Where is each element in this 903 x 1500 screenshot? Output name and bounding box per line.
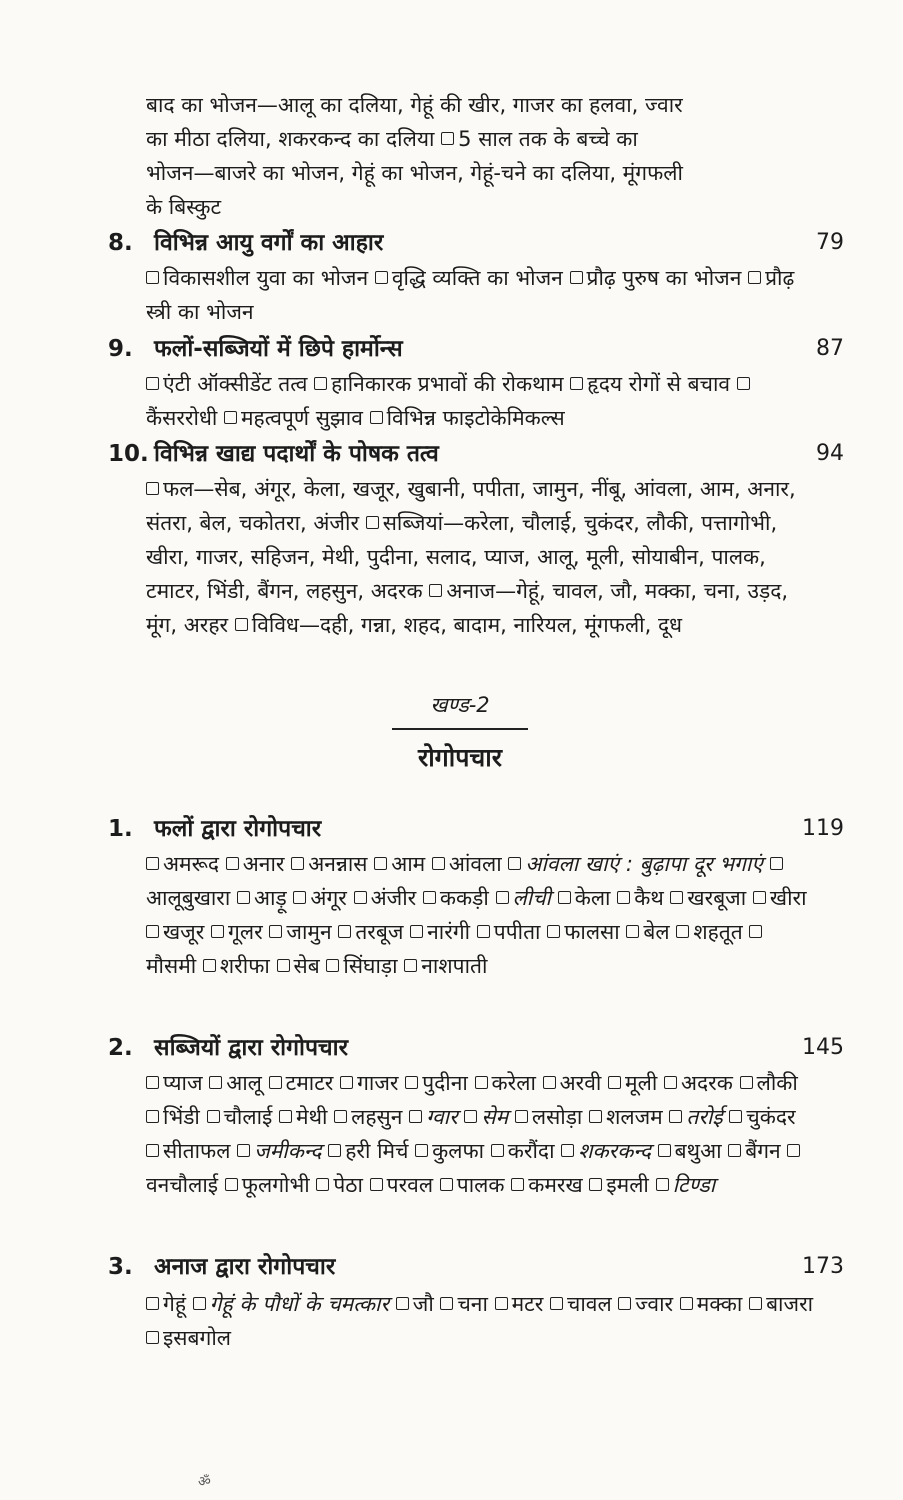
- topic: फूलगोभी: [241, 1173, 310, 1197]
- topic: सीताफल: [163, 1139, 231, 1163]
- topic: पेठा: [333, 1173, 363, 1197]
- checkbox-bullet-icon: [670, 891, 683, 904]
- checkbox-bullet-icon: [374, 857, 387, 870]
- checkbox-bullet-icon: [511, 1178, 524, 1191]
- chapter-heading: [108, 437, 848, 471]
- checkbox-bullet-icon: [316, 1178, 329, 1191]
- chapter-topics: [146, 847, 816, 983]
- checkbox-bullet-icon: [729, 1110, 742, 1123]
- topic: अमरूद: [163, 852, 220, 876]
- topic: आलू: [226, 1071, 262, 1095]
- checkbox-bullet-icon: [676, 925, 689, 938]
- chapter-topics: [146, 261, 816, 329]
- intro-line: 5 साल तक के बच्चे का: [458, 127, 638, 151]
- chapter-title: फलों द्वारा रोगोपचार: [154, 816, 322, 842]
- topic: जौ: [412, 1292, 434, 1316]
- topic: आंवला: [448, 852, 502, 876]
- chapter-number: 3.: [108, 1254, 133, 1280]
- checkbox-bullet-icon: [293, 891, 306, 904]
- checkbox-bullet-icon: [211, 925, 224, 938]
- topic: कुलफा: [432, 1139, 485, 1163]
- topic: खीरा: [769, 886, 807, 910]
- checkbox-bullet-icon: [589, 1110, 602, 1123]
- topic: आंवला खाएं : बुढ़ापा दूर भगाएं: [525, 852, 763, 876]
- checkbox-bullet-icon: [749, 925, 762, 938]
- chapter-heading: [108, 226, 848, 260]
- checkbox-bullet-icon: [491, 1144, 504, 1157]
- topic: अनाज—गेहूं, चावल, जौ, मक्का, चना, उड़द, मूंग, अरहर: [146, 579, 789, 637]
- topic: केला: [574, 886, 611, 910]
- checkbox-bullet-icon: [626, 925, 639, 938]
- topic: लौकी: [756, 1071, 798, 1095]
- chapter-heading: [108, 812, 848, 846]
- checkbox-bullet-icon: [658, 1144, 671, 1157]
- topic: मूली: [625, 1071, 658, 1095]
- chapter-number: 2.: [108, 1035, 133, 1061]
- topic: बथुआ: [674, 1139, 722, 1163]
- topic: टिण्डा: [672, 1173, 716, 1197]
- chapter-title: फलों-सब्जियों में छिपे हार्मोन्स: [154, 336, 403, 362]
- checkbox-bullet-icon: [749, 1297, 762, 1310]
- topic: लहसुन: [351, 1105, 403, 1129]
- topic: अदरक: [680, 1071, 733, 1095]
- checkbox-bullet-icon: [409, 1110, 422, 1123]
- topic: बेल: [643, 920, 670, 944]
- topic: कमरख: [528, 1173, 583, 1197]
- section-label: खण्ड-2: [430, 693, 490, 717]
- topic: ककड़ी: [439, 886, 489, 910]
- checkbox-bullet-icon: [441, 132, 454, 145]
- topic: चना: [457, 1292, 488, 1316]
- chapter-topics: [146, 472, 816, 642]
- topic: एंटी ऑक्सीडेंट तत्व: [163, 372, 308, 396]
- page-number: 87: [816, 336, 844, 361]
- topic: भिंडी: [163, 1105, 200, 1129]
- checkbox-bullet-icon: [753, 891, 766, 904]
- checkbox-bullet-icon: [608, 1076, 621, 1089]
- topic: टमाटर: [285, 1071, 334, 1095]
- checkbox-bullet-icon: [415, 1144, 428, 1157]
- checkbox-bullet-icon: [237, 1144, 250, 1157]
- checkbox-bullet-icon: [669, 1110, 682, 1123]
- topic: प्रौढ़ पुरुष का भोजन: [586, 266, 742, 290]
- topic: शकरकन्द: [578, 1139, 651, 1163]
- topic: परवल: [386, 1173, 434, 1197]
- checkbox-bullet-icon: [787, 1144, 800, 1157]
- checkbox-bullet-icon: [146, 1076, 159, 1089]
- checkbox-bullet-icon: [146, 271, 159, 284]
- topic: प्याज: [163, 1071, 203, 1095]
- topic: अनन्नास: [308, 852, 368, 876]
- checkbox-bullet-icon: [740, 1076, 753, 1089]
- checkbox-bullet-icon: [589, 1178, 602, 1191]
- topic: खजूर: [163, 920, 205, 944]
- intro-line: भोजन—बाजरे का भोजन, गेहूं का भोजन, गेहूं-चने का दलिया, मूंगफली: [146, 161, 683, 185]
- checkbox-bullet-icon: [146, 377, 159, 390]
- checkbox-bullet-icon: [748, 271, 761, 284]
- topic: आम: [391, 852, 426, 876]
- topic: चावल: [567, 1292, 612, 1316]
- topic: पुदीना: [422, 1071, 468, 1095]
- checkbox-bullet-icon: [515, 1110, 528, 1123]
- checkbox-bullet-icon: [561, 1144, 574, 1157]
- chapter-title: विभिन्न खाद्य पदार्थों के पोषक तत्व: [154, 441, 439, 467]
- checkbox-bullet-icon: [226, 857, 239, 870]
- checkbox-bullet-icon: [146, 1110, 159, 1123]
- checkbox-bullet-icon: [543, 1076, 556, 1089]
- chapter-number: 10.: [108, 441, 149, 467]
- page-number: 173: [802, 1254, 844, 1279]
- topic: सिंघाड़ा: [343, 954, 398, 978]
- topic: बाजरा: [766, 1292, 814, 1316]
- checkbox-bullet-icon: [477, 925, 490, 938]
- checkbox-bullet-icon: [370, 1178, 383, 1191]
- checkbox-bullet-icon: [423, 891, 436, 904]
- checkbox-bullet-icon: [326, 959, 339, 972]
- checkbox-bullet-icon: [328, 1144, 341, 1157]
- chapter-heading: [108, 1031, 848, 1065]
- checkbox-bullet-icon: [146, 1331, 159, 1344]
- topic: पपीता: [493, 920, 541, 944]
- checkbox-bullet-icon: [475, 1076, 488, 1089]
- chapter-topics: [146, 1287, 816, 1355]
- topic: करौंदा: [507, 1139, 555, 1163]
- page-number: 94: [816, 441, 844, 466]
- chapter-topics: [146, 367, 816, 435]
- checkbox-bullet-icon: [558, 891, 571, 904]
- topic: लीची: [512, 886, 551, 910]
- checkbox-bullet-icon: [410, 925, 423, 938]
- topic: ज्वार: [635, 1292, 674, 1316]
- checkbox-bullet-icon: [235, 618, 248, 631]
- page-number: 145: [802, 1035, 844, 1060]
- checkbox-bullet-icon: [340, 1076, 353, 1089]
- topic: विकासशील युवा का भोजन: [163, 266, 369, 290]
- checkbox-bullet-icon: [237, 891, 250, 904]
- chapter-heading: [108, 332, 848, 366]
- topic: हृदय रोगों से बचाव: [587, 372, 731, 396]
- topic: शहतूत: [693, 920, 743, 944]
- checkbox-bullet-icon: [277, 959, 290, 972]
- checkbox-bullet-icon: [193, 1297, 206, 1310]
- checkbox-bullet-icon: [146, 1144, 159, 1157]
- topic: ग्वार: [426, 1105, 458, 1129]
- topic: महत्वपूर्ण सुझाव: [240, 406, 363, 430]
- topic: गेहूं: [163, 1292, 186, 1316]
- topic: गूलर: [228, 920, 263, 944]
- checkbox-bullet-icon: [279, 1110, 292, 1123]
- topic: मटर: [511, 1292, 544, 1316]
- topic: बैंगन: [745, 1139, 781, 1163]
- chapter-number: 9.: [108, 336, 133, 362]
- topic: गाजर: [357, 1071, 399, 1095]
- checkbox-bullet-icon: [570, 377, 583, 390]
- topic: तरबूज: [355, 920, 404, 944]
- checkbox-bullet-icon: [291, 857, 304, 870]
- topic: चौलाई: [223, 1105, 273, 1129]
- page-number: 119: [802, 816, 844, 841]
- checkbox-bullet-icon: [338, 925, 351, 938]
- topic: तरोई: [686, 1105, 723, 1129]
- topic: लसोड़ा: [531, 1105, 583, 1129]
- checkbox-bullet-icon: [269, 1076, 282, 1089]
- topic: शरीफा: [219, 954, 270, 978]
- topic: अंजीर: [370, 886, 417, 910]
- checkbox-bullet-icon: [770, 857, 783, 870]
- checkbox-bullet-icon: [354, 891, 367, 904]
- intro-line: बाद का भोजन—आलू का दलिया, गेहूं की खीर, गाजर का हलवा, ज्वार: [146, 93, 683, 117]
- checkbox-bullet-icon: [680, 1297, 693, 1310]
- topic: नाशपाती: [421, 954, 488, 978]
- topic: मौसमी: [146, 954, 197, 978]
- checkbox-bullet-icon: [405, 1076, 418, 1089]
- checkbox-bullet-icon: [224, 411, 237, 424]
- chapter-heading: [108, 1250, 848, 1284]
- topic: इमली: [606, 1173, 649, 1197]
- checkbox-bullet-icon: [440, 1178, 453, 1191]
- topic: कैथ: [634, 886, 664, 910]
- topic: गेहूं के पौधों के चमत्कार: [209, 1292, 390, 1316]
- checkbox-bullet-icon: [366, 516, 379, 529]
- topic: अरवी: [559, 1071, 602, 1095]
- topic: शलजम: [606, 1105, 663, 1129]
- checkbox-bullet-icon: [495, 1297, 508, 1310]
- topic: वनचौलाई: [146, 1173, 219, 1197]
- section-divider: [392, 728, 528, 730]
- checkbox-bullet-icon: [656, 1178, 669, 1191]
- checkbox-bullet-icon: [203, 959, 216, 972]
- topic: मक्का: [696, 1292, 743, 1316]
- checkbox-bullet-icon: [146, 857, 159, 870]
- topic: वृद्धि व्यक्ति का भोजन: [391, 266, 563, 290]
- topic: चुकंदर: [746, 1105, 796, 1129]
- checkbox-bullet-icon: [728, 1144, 741, 1157]
- topic: आड़ू: [254, 886, 287, 910]
- topic: जमीकन्द: [254, 1139, 322, 1163]
- topic: विविध—दही, गन्ना, शहद, बादाम, नारियल, मूंगफली, दूध: [251, 613, 683, 637]
- topic: विभिन्न फाइटोकेमिकल्स: [386, 406, 565, 430]
- checkbox-bullet-icon: [146, 482, 159, 495]
- topic: करेला: [491, 1071, 536, 1095]
- topic: प्रौढ़ स्त्री का भोजन: [146, 266, 795, 324]
- checkbox-bullet-icon: [508, 857, 521, 870]
- chapter-number: 8.: [108, 230, 133, 256]
- topic: फल—सेब, अंगूर, केला, खजूर, खुबानी, पपीता, जामुन, नींबू, आंवला, आम, अनार, संतरा, बेल, चकोतरा, अंजीर: [146, 477, 796, 535]
- checkbox-bullet-icon: [440, 1297, 453, 1310]
- intro-line: के बिस्कुट: [146, 195, 222, 219]
- intro-paragraph: [146, 88, 816, 224]
- checkbox-bullet-icon: [146, 925, 159, 938]
- checkbox-bullet-icon: [225, 1178, 238, 1191]
- topic: अंगूर: [310, 886, 347, 910]
- topic: अनार: [242, 852, 285, 876]
- topic: इसबगोल: [163, 1326, 231, 1350]
- topic: कैंसररोधी: [146, 406, 218, 430]
- topic: फालसा: [564, 920, 620, 944]
- topic: नारंगी: [427, 920, 471, 944]
- topic: जामुन: [286, 920, 332, 944]
- checkbox-bullet-icon: [314, 377, 327, 390]
- topic: सेब: [293, 954, 320, 978]
- checkbox-bullet-icon: [334, 1110, 347, 1123]
- checkbox-bullet-icon: [570, 271, 583, 284]
- checkbox-bullet-icon: [209, 1076, 222, 1089]
- checkbox-bullet-icon: [432, 857, 445, 870]
- checkbox-bullet-icon: [404, 959, 417, 972]
- checkbox-bullet-icon: [664, 1076, 677, 1089]
- chapter-topics: [146, 1066, 816, 1202]
- chapter-number: 1.: [108, 816, 133, 842]
- section-title: रोगोपचार: [417, 743, 503, 772]
- chapter-title: सब्जियों द्वारा रोगोपचार: [154, 1035, 349, 1061]
- checkbox-bullet-icon: [396, 1297, 409, 1310]
- chapter-title: विभिन्न आयु वर्गों का आहार: [154, 230, 384, 256]
- topic: मेथी: [296, 1105, 328, 1129]
- checkbox-bullet-icon: [464, 1110, 477, 1123]
- checkbox-bullet-icon: [375, 271, 388, 284]
- checkbox-bullet-icon: [617, 891, 630, 904]
- topic: हरी मिर्च: [345, 1139, 409, 1163]
- checkbox-bullet-icon: [146, 1297, 159, 1310]
- checkbox-bullet-icon: [370, 411, 383, 424]
- page-number: 79: [816, 230, 844, 255]
- checkbox-bullet-icon: [618, 1297, 631, 1310]
- checkbox-bullet-icon: [550, 1297, 563, 1310]
- printer-ornament: ॐ: [198, 1474, 211, 1490]
- checkbox-bullet-icon: [496, 891, 509, 904]
- topic: आलूबुखारा: [146, 886, 231, 910]
- checkbox-bullet-icon: [269, 925, 282, 938]
- checkbox-bullet-icon: [207, 1110, 220, 1123]
- checkbox-bullet-icon: [429, 584, 442, 597]
- topic: पालक: [456, 1173, 505, 1197]
- topic: हानिकारक प्रभावों की रोकथाम: [331, 372, 564, 396]
- topic: खरबूजा: [687, 886, 747, 910]
- checkbox-bullet-icon: [547, 925, 560, 938]
- chapter-title: अनाज द्वारा रोगोपचार: [154, 1254, 336, 1280]
- checkbox-bullet-icon: [737, 377, 750, 390]
- intro-line: का मीठा दलिया, शकरकन्द का दलिया: [146, 127, 435, 151]
- topic: सब्जियां—करेला, चौलाई, चुकंदर, लौकी, पत्तागोभी, खीरा, गाजर, सहिजन, मेथी, पुदीना, सलाद, प्याज, आलू, मूली, सोयाबीन, पालक, टमाटर, भिंडी, बैंगन, लहसुन, अदरक: [146, 511, 778, 603]
- topic: सेम: [481, 1105, 509, 1129]
